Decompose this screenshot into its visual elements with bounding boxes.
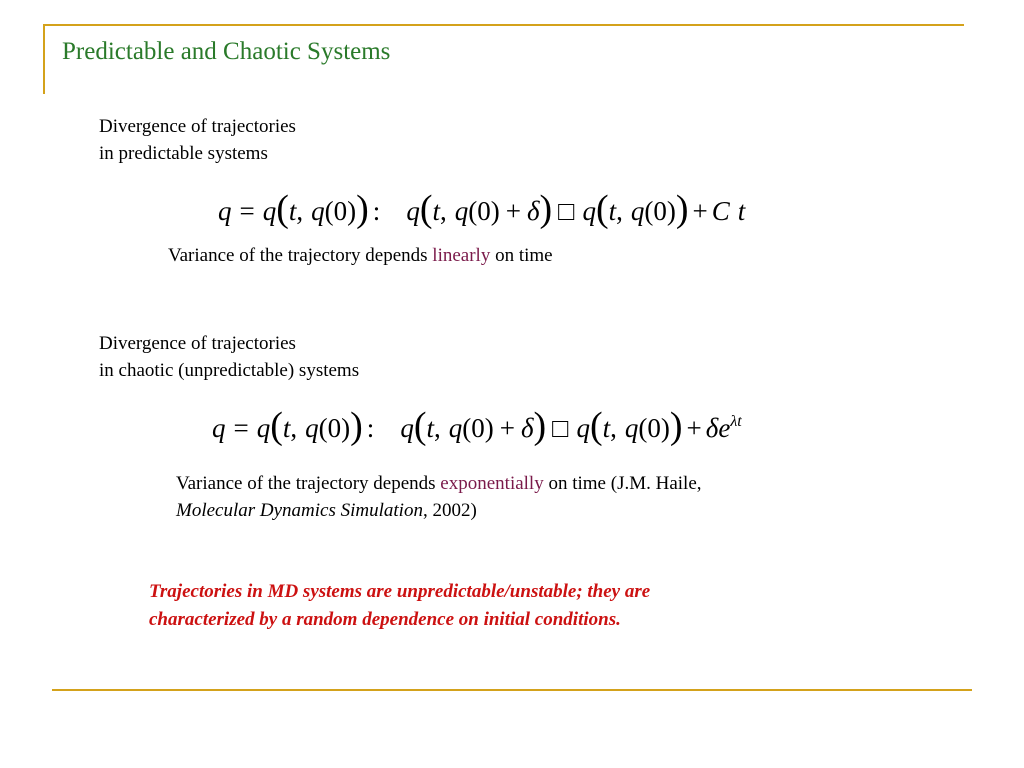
section1-note	[168, 242, 553, 269]
section2-note-line2	[176, 497, 702, 524]
left-rule	[43, 24, 45, 94]
section1-heading-line1: Divergence of trajectories	[99, 116, 296, 137]
slide-title: Predictable and Chaotic Systems	[62, 38, 391, 65]
section2-heading	[99, 330, 359, 384]
conclusion	[149, 578, 650, 634]
section1-note-highlight: linearly	[432, 245, 491, 266]
conclusion-line2: characterized by a random dependence on initial conditions.	[149, 609, 621, 630]
section2-note-highlight: exponentially	[440, 473, 544, 494]
section1-heading-line2: in predictable systems	[99, 143, 268, 164]
equation-linear: q = q ( t , q (0) ) : q ( t , q (0) + δ ) □ q ( t , q (0) ) + C t	[218, 188, 746, 230]
section2-heading-line2: in chaotic (unpredictable) systems	[99, 360, 360, 381]
equation-exponential: q = q ( t , q (0) ) : q ( t , q (0) + δ ) □ q ( t , q (0) ) + δ e $^{\lambda t}$	[212, 405, 742, 447]
section2-heading-line1: Divergence of trajectories	[99, 333, 296, 354]
bottom-rule	[52, 689, 972, 691]
section2-note-suffix: on time (J.M. Haile,	[543, 473, 702, 494]
citation-book-title: Molecular Dynamics Simulation	[176, 500, 423, 521]
section1-note-prefix: Variance of the trajectory depends	[168, 245, 433, 266]
conclusion-line1: Trajectories in MD systems are unpredictable/unstable; they are	[149, 581, 651, 602]
section1-heading	[99, 113, 296, 167]
section2-note-prefix: Variance of the trajectory depends	[176, 473, 441, 494]
top-rule	[43, 24, 964, 26]
section2-note-line1	[176, 470, 702, 497]
citation-year: , 2002)	[422, 500, 477, 521]
section1-note-suffix: on time	[490, 245, 553, 266]
section2-note	[176, 470, 702, 524]
